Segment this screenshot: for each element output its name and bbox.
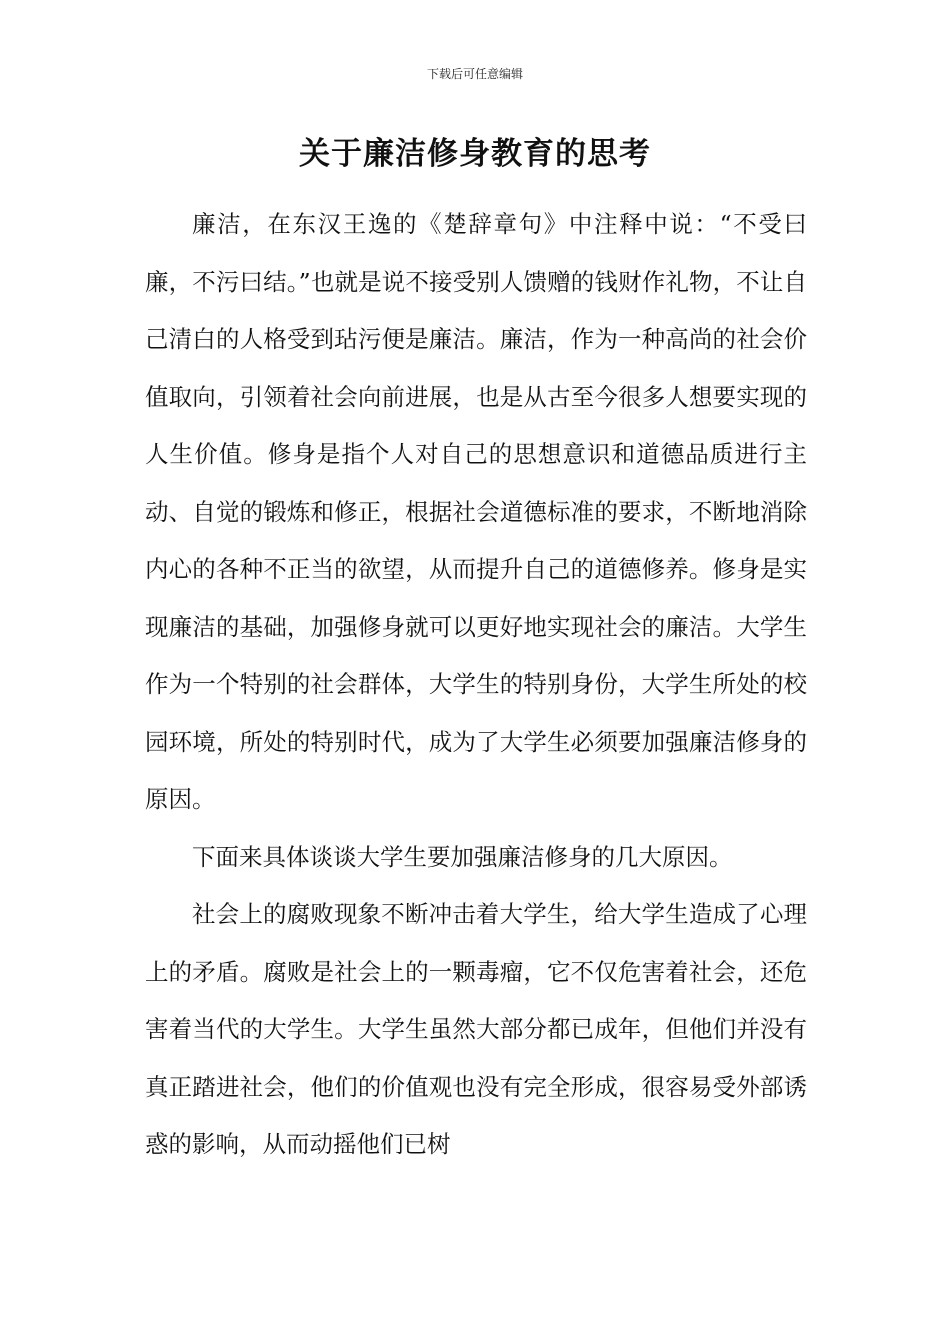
document-title: 关于廉洁修身教育的思考 xyxy=(299,136,651,172)
header-note: 下载后可任意编辑 xyxy=(426,67,523,81)
paragraph-3: 社会上的腐败现象不断冲击着大学生，给大学生造成了心理上的矛盾。腐败是社会上的一颗毒瘤，它不仅危害着社会，还危害着当代的大学生。大学生虽然大部分都已成年，但他们并没有真正踏进社会，他们的价值观也没有完全形成，很容易受外部诱惑的影响，从而动摇他们已树 xyxy=(145,900,807,1158)
paragraph-2: 下面来具体谈谈大学生要加强廉洁修身的几大原因。 xyxy=(192,842,733,871)
paragraph-1: 廉洁，在东汉王逸的《楚辞章句》中注释中说：“不受曰廉，不污曰结。”也就是说不接受别人馈赠的钱财作礼物，不让自己清白的人格受到玷污便是廉洁。廉洁，作为一种高尚的社会价值取向，引领着社会向前进展，也是从古至今很多人想要实现的人生价值。修身是指个人对自己的思想意识和道德品质进行主动、自觉的锻炼和修正，根据社会道德标准的要求，不断地消除内心的各种不正当的欲望，从而提升自己的道德修养。修身是实现廉洁的基础，加强修身就可以更好地实现社会的廉洁。大学生作为一个特别的社会群体，大学生的特别身份，大学生所处的校园环境，所处的特别时代，成为了大学生必须要加强廉洁修身的原因。 xyxy=(145,210,807,813)
document-body xyxy=(145,196,807,1174)
